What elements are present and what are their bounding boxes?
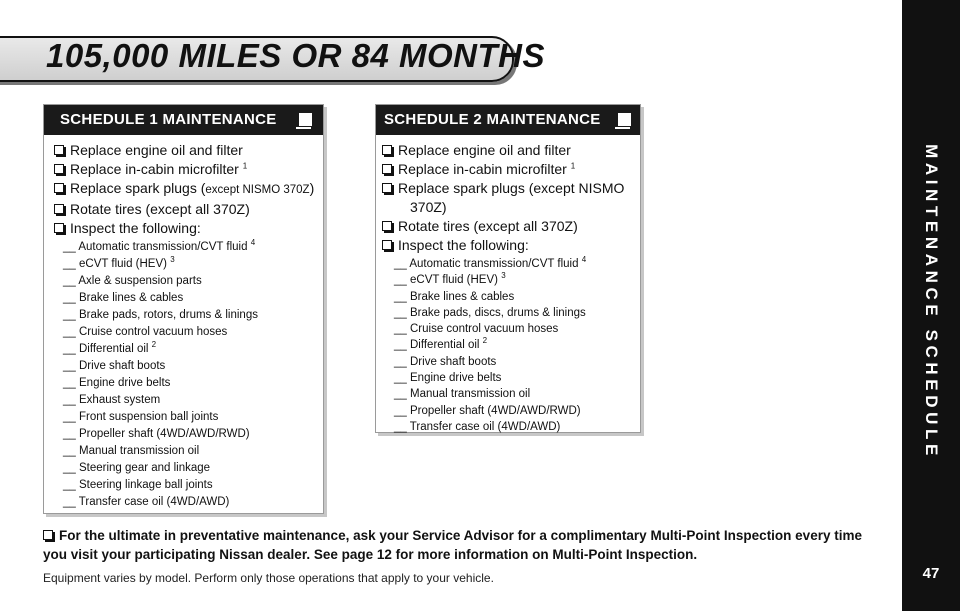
inspect-item-text: eCVT fluid (HEV): [410, 274, 498, 287]
schedule-1-items: [44, 135, 323, 238]
inspect-item-text: Differential oil: [79, 343, 149, 355]
inspect-item-text: Drive shaft boots: [410, 355, 497, 368]
list-item: [382, 179, 640, 217]
footnote-ref: 3: [170, 255, 175, 265]
notice-text: For the ultimate in preventative maintenance, ask your Service Advisor for a complimentary Multi-Point Inspection every time you visit your participating Nissan dealer. See page 12 for more information on Multi-Point Inspection.: [43, 528, 862, 562]
inspect-item-text: Engine drive belts: [410, 372, 502, 385]
item-text: Replace spark plugs (: [70, 180, 206, 196]
inspect-item: [394, 419, 640, 435]
footnote-ref: 2: [482, 336, 488, 346]
inspect-item-text: Brake pads, rotors, drums & linings: [79, 309, 258, 321]
inspect-item: [394, 370, 640, 386]
checkbox-icon: [382, 164, 392, 174]
item-text-continued: 370Z): [410, 199, 447, 215]
schedule-2-inspect-list: [376, 255, 640, 435]
footnote-ref: 3: [501, 271, 506, 281]
inspect-item-text: Brake pads, discs, drums & linings: [410, 306, 586, 319]
inspect-item-text: Automatic transmission/CVT fluid: [78, 241, 248, 253]
footnote-ref: 1: [242, 161, 248, 171]
checkbox-icon: [618, 113, 631, 126]
inspect-item-text: Propeller shaft (4WD/AWD/RWD): [79, 428, 250, 440]
list-item: [54, 160, 323, 179]
footnote-ref: 1: [570, 161, 576, 171]
schedule-1-inspect-list: [44, 238, 323, 511]
inspect-item: [63, 239, 323, 256]
inspect-item-text: Cruise control vacuum hoses: [410, 323, 559, 336]
inspect-item-text: Propeller shaft (4WD/AWD/RWD): [410, 404, 581, 417]
inspect-item-text: Drive shaft boots: [79, 360, 166, 372]
inspect-item-text: Transfer case oil (4WD/AWD): [409, 420, 561, 433]
checkbox-icon: [299, 113, 312, 126]
inspect-item-text: Front suspension ball joints: [79, 411, 219, 423]
item-text: Replace in-cabin microfilter: [70, 161, 239, 177]
schedule-2-heading: [376, 105, 640, 135]
inspect-item: [63, 290, 323, 307]
sidebar-section-label: MAINTENANCE SCHEDULE: [922, 144, 941, 460]
item-text-tail: ): [309, 180, 315, 196]
inspect-item-text: Brake lines & cables: [79, 292, 184, 304]
item-text: Inspect the following:: [398, 237, 529, 253]
inspect-item: [63, 307, 323, 324]
footnote-ref: 4: [250, 238, 256, 248]
inspect-item: [394, 272, 640, 288]
schedule-2-box: [375, 104, 641, 433]
inspect-item-text: Transfer case oil (4WD/AWD): [78, 496, 230, 508]
inspect-item-text: Steering linkage ball joints: [79, 479, 213, 491]
inspect-item: [394, 321, 640, 337]
inspect-item: [63, 324, 323, 341]
inspect-item: [63, 273, 323, 290]
item-qualifier: except NISMO 370Z: [205, 184, 310, 196]
item-text: Replace engine oil and filter: [398, 142, 571, 158]
inspect-item: [63, 341, 323, 358]
inspect-item: [63, 477, 323, 494]
item-text: Replace in-cabin microfilter: [398, 161, 567, 177]
list-item: [54, 179, 323, 200]
checkbox-icon: [382, 145, 392, 155]
inspect-item-text: Brake lines & cables: [410, 290, 515, 303]
list-item: [54, 219, 323, 238]
inspect-item: [63, 358, 323, 375]
schedule-2-heading-text: SCHEDULE 2 MAINTENANCE: [384, 111, 601, 128]
footnote-ref: 2: [151, 340, 157, 350]
schedule-2-items: [376, 135, 640, 255]
checkbox-icon: [54, 204, 64, 214]
checkbox-icon: [382, 183, 392, 193]
item-text: Replace spark plugs (except NISMO: [398, 180, 625, 196]
schedule-1-heading: [44, 105, 323, 135]
inspect-item: [63, 443, 323, 460]
inspect-item-text: Automatic transmission/CVT fluid: [409, 258, 579, 270]
checkbox-icon: [54, 183, 64, 193]
item-text: Replace engine oil and filter: [70, 142, 243, 158]
inspect-item: [394, 403, 640, 419]
list-item: [382, 217, 640, 236]
list-item: [54, 141, 323, 160]
list-item: [54, 200, 323, 219]
checkbox-icon: [54, 223, 64, 233]
checkbox-icon: [54, 145, 64, 155]
disclaimer: Equipment varies by model. Perform only those operations that apply to your vehicle.: [43, 571, 494, 585]
inspect-item-text: Manual transmission oil: [79, 445, 200, 457]
footnote-ref: 4: [581, 255, 587, 265]
inspect-item-text: Steering gear and linkage: [79, 462, 211, 474]
page-title: 105,000 MILES OR 84 MONTHS: [46, 37, 545, 74]
checkbox-icon: [382, 221, 392, 231]
list-item: [382, 160, 640, 179]
checkbox-icon: [54, 164, 64, 174]
inspect-item: [63, 409, 323, 426]
inspect-item: [63, 460, 323, 477]
inspect-item: [63, 375, 323, 392]
inspect-item-text: Manual transmission oil: [410, 388, 531, 401]
inspect-item-text: Differential oil: [410, 339, 480, 352]
item-text: Rotate tires (except all 370Z): [70, 201, 250, 217]
list-item: [382, 236, 640, 255]
item-text: Inspect the following:: [70, 220, 201, 236]
multi-point-inspection-notice: [43, 526, 888, 564]
inspect-item: [394, 305, 640, 321]
inspect-item: [394, 354, 640, 370]
inspect-item: [63, 494, 323, 511]
inspect-item: [63, 256, 323, 273]
list-item: [382, 141, 640, 160]
schedule-1-box: [43, 104, 324, 514]
inspect-item: [394, 386, 640, 402]
inspect-item: [394, 256, 640, 272]
inspect-item-text: Exhaust system: [79, 394, 161, 406]
page-number: 47: [922, 565, 940, 582]
inspect-item-text: eCVT fluid (HEV): [79, 258, 167, 270]
inspect-item-text: Engine drive belts: [79, 377, 171, 389]
inspect-item-text: Axle & suspension parts: [78, 275, 202, 287]
checkbox-icon: [382, 240, 392, 250]
inspect-item: [394, 337, 640, 353]
inspect-item-text: Cruise control vacuum hoses: [79, 326, 228, 338]
inspect-item: [63, 392, 323, 409]
item-text: Rotate tires (except all 370Z): [398, 218, 578, 234]
schedule-1-heading-text: SCHEDULE 1 MAINTENANCE: [60, 111, 277, 128]
checkbox-icon: [43, 530, 53, 540]
inspect-item: [63, 426, 323, 443]
inspect-item: [394, 289, 640, 305]
